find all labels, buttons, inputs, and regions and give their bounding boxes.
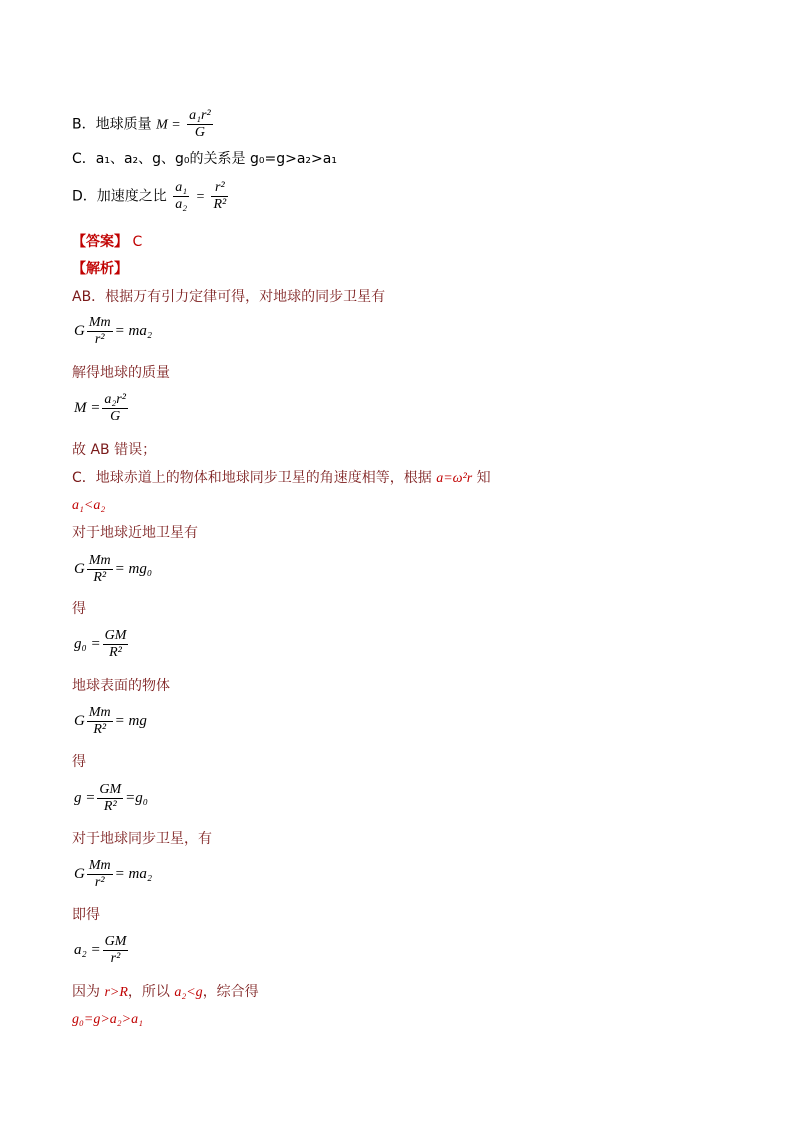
fraction-denominator: R² bbox=[109, 645, 122, 660]
fraction-denominator: R² bbox=[93, 570, 107, 585]
fraction-numerator: GM bbox=[104, 628, 127, 643]
equation-7 bbox=[74, 858, 152, 891]
equation-fraction bbox=[103, 934, 129, 967]
analysis-text-4-main: C．地球赤道上的物体和地球同步卫星的角速度相等，根据 bbox=[72, 470, 432, 486]
fraction-denominator: a₂ bbox=[175, 197, 188, 212]
equation-prefix: a₂ = bbox=[74, 941, 101, 958]
fraction-numerator: GM bbox=[99, 782, 122, 797]
equation-rhs: = ma₂ bbox=[114, 322, 153, 339]
option-d-fraction-left bbox=[173, 180, 189, 213]
equation-rhs: =g₀ bbox=[125, 789, 148, 806]
fraction-denominator: r² bbox=[94, 332, 105, 347]
equation-8 bbox=[74, 934, 130, 967]
option-c-text: a₁、a₂、g、g₀的关系是 g₀=g>a₂>a₁ bbox=[95, 151, 337, 167]
equation-rhs: = mg₀ bbox=[114, 560, 153, 577]
equation-rhs: = mg bbox=[114, 712, 147, 729]
analysis-text-10: 对于地球同步卫星，有 bbox=[72, 831, 212, 847]
option-b-lhs: M = bbox=[156, 117, 181, 133]
equation-fraction bbox=[103, 628, 129, 661]
so-label: ，所以 bbox=[127, 984, 170, 1000]
fraction-numerator: a₁ bbox=[175, 180, 188, 195]
because-label: 因为 bbox=[72, 984, 100, 1000]
option-b-label: B．地球质量 bbox=[72, 116, 152, 133]
inequality-r-R: r>R bbox=[104, 985, 128, 1000]
fraction-numerator: Mm bbox=[88, 858, 111, 873]
fraction-numerator: GM bbox=[104, 934, 127, 949]
option-d bbox=[72, 180, 230, 213]
combined-label: ，综合得 bbox=[202, 984, 259, 1000]
analysis-line bbox=[72, 260, 128, 278]
equation-fraction bbox=[87, 315, 113, 348]
analysis-text-7: 得 bbox=[72, 601, 86, 617]
equation-6 bbox=[74, 782, 148, 815]
equation-fraction bbox=[87, 705, 113, 738]
equation-3 bbox=[74, 553, 152, 586]
equation-2 bbox=[74, 392, 130, 425]
equation-fraction bbox=[97, 782, 123, 815]
fraction-denominator: R² bbox=[93, 722, 107, 737]
analysis-text-13: g₀=g>a₂>a₁ bbox=[72, 1012, 143, 1027]
equation-prefix: M = bbox=[74, 399, 101, 416]
fraction-numerator: a₂r² bbox=[104, 392, 126, 407]
option-d-fraction-right bbox=[211, 180, 228, 213]
analysis-tag: 【解析】 bbox=[72, 261, 128, 277]
fraction-denominator: R² bbox=[213, 197, 227, 212]
inequality-a2-g: a₂<g bbox=[174, 985, 203, 1000]
equation-prefix: G bbox=[74, 712, 85, 729]
analysis-text-1: AB．根据万有引力定律可得，对地球的同步卫星有 bbox=[72, 289, 386, 305]
analysis-text-9: 得 bbox=[72, 754, 86, 770]
analysis-text-12 bbox=[72, 983, 259, 1002]
fraction-numerator: a₁r² bbox=[189, 108, 211, 123]
analysis-text-8: 地球表面的物体 bbox=[72, 678, 170, 694]
fraction-denominator: r² bbox=[94, 875, 105, 890]
equation-prefix: G bbox=[74, 560, 85, 577]
equation-1 bbox=[74, 315, 152, 348]
equation-fraction bbox=[87, 858, 113, 891]
fraction-denominator: r² bbox=[110, 951, 121, 966]
equation-5 bbox=[74, 705, 147, 738]
analysis-text-4 bbox=[72, 469, 491, 488]
fraction-numerator: Mm bbox=[88, 315, 111, 330]
equation-fraction bbox=[102, 392, 128, 425]
analysis-text-2: 解得地球的质量 bbox=[72, 365, 170, 381]
equals-sign: = bbox=[195, 189, 206, 205]
analysis-text-5: a₁<a₂ bbox=[72, 498, 106, 513]
option-d-label: D．加速度之比 bbox=[72, 188, 167, 205]
option-b-fraction bbox=[187, 108, 213, 141]
equation-4 bbox=[74, 628, 130, 661]
answer-line bbox=[72, 233, 142, 251]
analysis-text-11: 即得 bbox=[72, 907, 100, 923]
equation-prefix: g₀ = bbox=[74, 635, 101, 652]
fraction-denominator: R² bbox=[103, 799, 117, 814]
option-b bbox=[72, 108, 215, 141]
fraction-numerator: Mm bbox=[88, 553, 111, 568]
equation-prefix: g = bbox=[74, 789, 96, 806]
equation-fraction bbox=[87, 553, 113, 586]
fraction-denominator: G bbox=[194, 125, 205, 140]
answer-value: C bbox=[132, 234, 143, 250]
equation-prefix: G bbox=[74, 322, 85, 339]
fraction-numerator: Mm bbox=[88, 705, 111, 720]
analysis-text-3: 故 AB 错误； bbox=[72, 442, 157, 458]
option-c bbox=[72, 150, 337, 168]
analysis-text-4-end: 知 bbox=[476, 470, 491, 486]
analysis-text-6: 对于地球近地卫星有 bbox=[72, 525, 198, 541]
equation-rhs: = ma₂ bbox=[114, 865, 153, 882]
fraction-numerator: r² bbox=[211, 180, 228, 197]
angular-formula: a=ω²r bbox=[436, 471, 473, 486]
option-c-label: C． bbox=[72, 151, 96, 167]
fraction-denominator: G bbox=[110, 409, 121, 424]
equation-prefix: G bbox=[74, 865, 85, 882]
answer-tag: 【答案】 bbox=[72, 234, 128, 250]
